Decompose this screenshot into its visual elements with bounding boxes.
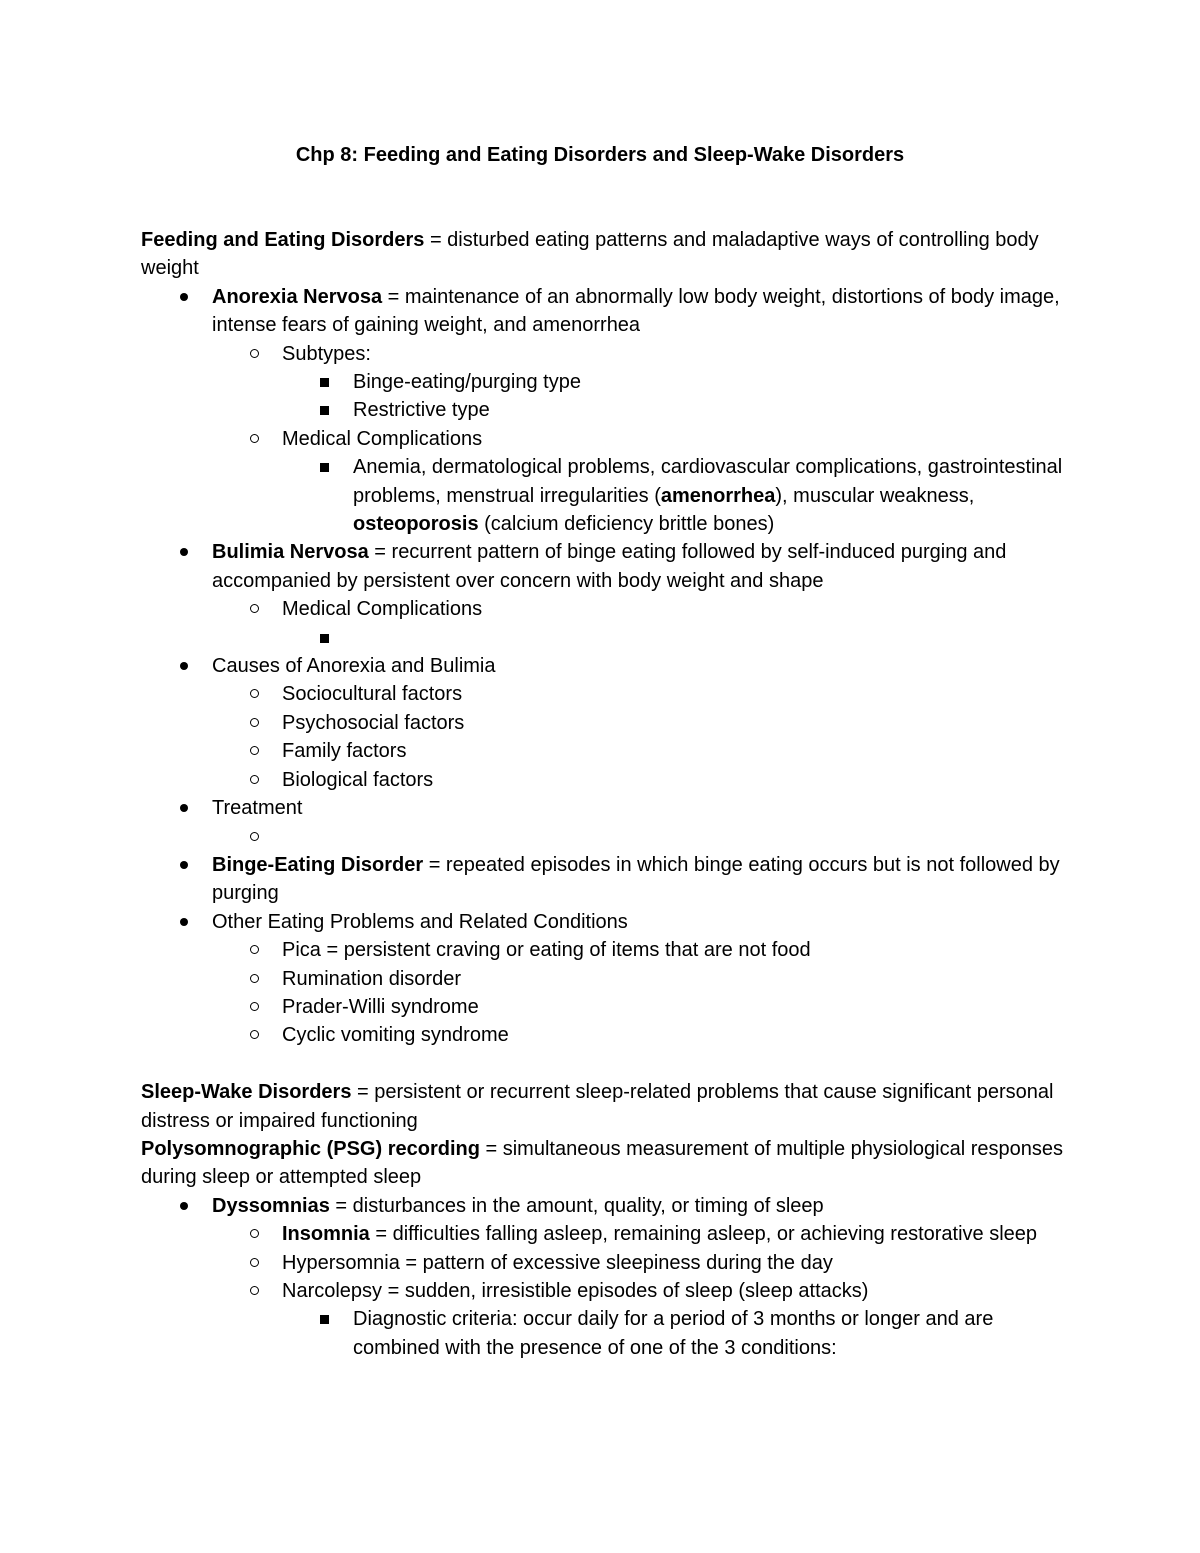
- hollow-bullet-icon: [250, 595, 259, 623]
- bullet-icon: [180, 794, 188, 822]
- causes-label: Causes of Anorexia and Bulimia: [212, 655, 496, 678]
- list-item-empty: [141, 624, 1066, 652]
- list-item-causes: [141, 652, 1066, 680]
- list-item-bulimia: [141, 538, 1066, 595]
- sleep-heading: Sleep-Wake Disorders: [141, 1081, 352, 1104]
- square-bullet-icon: [320, 1305, 329, 1333]
- cause-label: Biological factors: [282, 768, 434, 791]
- list-item-criteria: [141, 1305, 1066, 1362]
- list-item-insomnia: [141, 1220, 1066, 1248]
- condition-label: Pica = persistent craving or eating of items that are not food: [282, 939, 811, 962]
- binge-definition: = repeated episodes in which binge eating occurs but is not followed by purging: [212, 853, 1060, 905]
- list-item-complications-detail: [141, 453, 1066, 538]
- cause-label: Sociocultural factors: [282, 683, 463, 706]
- bullet-icon: [180, 1192, 188, 1220]
- list-item-other-condition: [141, 993, 1066, 1021]
- bullet-icon: [180, 283, 188, 311]
- list-item-subtype: [141, 368, 1066, 396]
- list-item-empty: [141, 823, 1066, 851]
- complications-label: Medical Complications: [282, 598, 483, 621]
- anorexia-definition: = maintenance of an abnormally low body weight, distortions of body image, intense fears of gaining weight, and amenorrhea: [212, 285, 1060, 337]
- hollow-bullet-icon: [250, 340, 259, 368]
- list-item-hypersomnia: [141, 1249, 1066, 1277]
- complications-text: ), muscular weakness,: [775, 484, 975, 507]
- list-item-cause: [141, 737, 1066, 765]
- psg-definition-paragraph: [141, 1135, 1066, 1192]
- dyssomnias-term: Dyssomnias: [212, 1194, 330, 1217]
- list-item-dyssomnias: [141, 1192, 1066, 1220]
- list-item-other-condition: [141, 1021, 1066, 1049]
- narcolepsy-text: Narcolepsy = sudden, irresistible episodes of sleep (sleep attacks): [282, 1279, 869, 1302]
- hollow-bullet-icon: [250, 737, 259, 765]
- list-item-cause: [141, 709, 1066, 737]
- bullet-icon: [180, 538, 188, 566]
- amenorrhea-term: amenorrhea: [660, 484, 776, 507]
- subtype-label: Binge-eating/purging type: [353, 371, 581, 394]
- hollow-bullet-icon: [250, 965, 259, 993]
- complications-label: Medical Complications: [282, 427, 483, 450]
- subtype-label: Restrictive type: [353, 399, 490, 422]
- hollow-bullet-icon: [250, 1277, 259, 1305]
- insomnia-definition: = difficulties falling asleep, remaining asleep, or achieving restorative sleep: [369, 1223, 1038, 1246]
- list-item-subtype: [141, 396, 1066, 424]
- document-body: [141, 226, 1066, 1362]
- bullet-icon: [180, 851, 188, 879]
- subtypes-label: Subtypes:: [282, 342, 371, 365]
- bulimia-term: Bulimia Nervosa: [212, 541, 369, 564]
- cause-label: Psychosocial factors: [282, 711, 465, 734]
- list-item-other-condition: [141, 936, 1066, 964]
- square-bullet-icon: [320, 453, 329, 481]
- square-bullet-icon: [320, 368, 329, 396]
- dyssomnias-definition: = disturbances in the amount, quality, or timing of sleep: [329, 1194, 824, 1217]
- psg-term: Polysomnographic (PSG) recording: [141, 1137, 480, 1160]
- anorexia-term: Anorexia Nervosa: [212, 285, 383, 308]
- list-item-other-condition: [141, 965, 1066, 993]
- psg-definition: = simultaneous measurement of multiple physiological responses during sleep or attempted sleep: [141, 1137, 1064, 1189]
- list-item-anorexia: [141, 283, 1066, 340]
- list-item-bulimia-complications: [141, 595, 1066, 623]
- bullet-icon: [180, 652, 188, 680]
- osteoporosis-term: osteoporosis: [353, 513, 479, 536]
- complications-text: (calcium deficiency brittle bones): [478, 513, 775, 536]
- hollow-bullet-icon: [250, 766, 259, 794]
- feeding-definition-paragraph: [141, 226, 1066, 283]
- page-title: Chp 8: Feeding and Eating Disorders and Sleep-Wake Disorders: [295, 144, 905, 166]
- list-item-treatment: [141, 794, 1066, 822]
- sleep-definition-paragraph: [141, 1078, 1066, 1135]
- condition-label: Cyclic vomiting syndrome: [282, 1024, 509, 1047]
- hollow-bullet-icon: [250, 680, 259, 708]
- bullet-icon: [180, 908, 188, 936]
- sleep-definition: = persistent or recurrent sleep-related problems that cause significant personal distress or impaired functioning: [141, 1081, 1054, 1132]
- cause-label: Family factors: [282, 740, 407, 763]
- feeding-definition: = disturbed eating patterns and maladaptive ways of controlling body weight: [141, 229, 1039, 280]
- hollow-bullet-icon: [250, 936, 259, 964]
- list-item-other: [141, 908, 1066, 936]
- feeding-heading: Feeding and Eating Disorders: [141, 229, 425, 251]
- square-bullet-icon: [320, 624, 329, 652]
- complications-text: Anemia, dermatological problems, cardiovascular complications, gastrointestinal problems, menstrual irregularities (: [353, 456, 1063, 507]
- hypersomnia-text: Hypersomnia = pattern of excessive sleepiness during the day: [282, 1251, 833, 1274]
- list-item-anorexia-complications: [141, 425, 1066, 453]
- spacer: [141, 1050, 1066, 1078]
- treatment-label: Treatment: [212, 797, 303, 820]
- criteria-text: Diagnostic criteria: occur daily for a period of 3 months or longer and are combined with the presence of one of the 3 conditions:: [353, 1308, 994, 1359]
- square-bullet-icon: [320, 396, 329, 424]
- list-item-cause: [141, 766, 1066, 794]
- hollow-bullet-icon: [250, 993, 259, 1021]
- hollow-bullet-icon: [250, 1220, 259, 1248]
- hollow-bullet-icon: [250, 709, 259, 737]
- other-label: Other Eating Problems and Related Conditions: [212, 910, 628, 933]
- list-item-subtypes: [141, 340, 1066, 368]
- list-item-cause: [141, 680, 1066, 708]
- list-item-binge-eating: [141, 851, 1066, 908]
- list-item-narcolepsy: [141, 1277, 1066, 1305]
- hollow-bullet-icon: [250, 823, 259, 851]
- insomnia-term: Insomnia: [282, 1223, 370, 1246]
- condition-label: Prader-Willi syndrome: [282, 995, 479, 1018]
- bulimia-definition: = recurrent pattern of binge eating followed by self-induced purging and accompanied by persistent over concern with body weight and shape: [212, 541, 1007, 592]
- hollow-bullet-icon: [250, 425, 259, 453]
- hollow-bullet-icon: [250, 1249, 259, 1277]
- binge-term: Binge-Eating Disorder: [212, 853, 424, 876]
- hollow-bullet-icon: [250, 1021, 259, 1049]
- condition-label: Rumination disorder: [282, 967, 461, 990]
